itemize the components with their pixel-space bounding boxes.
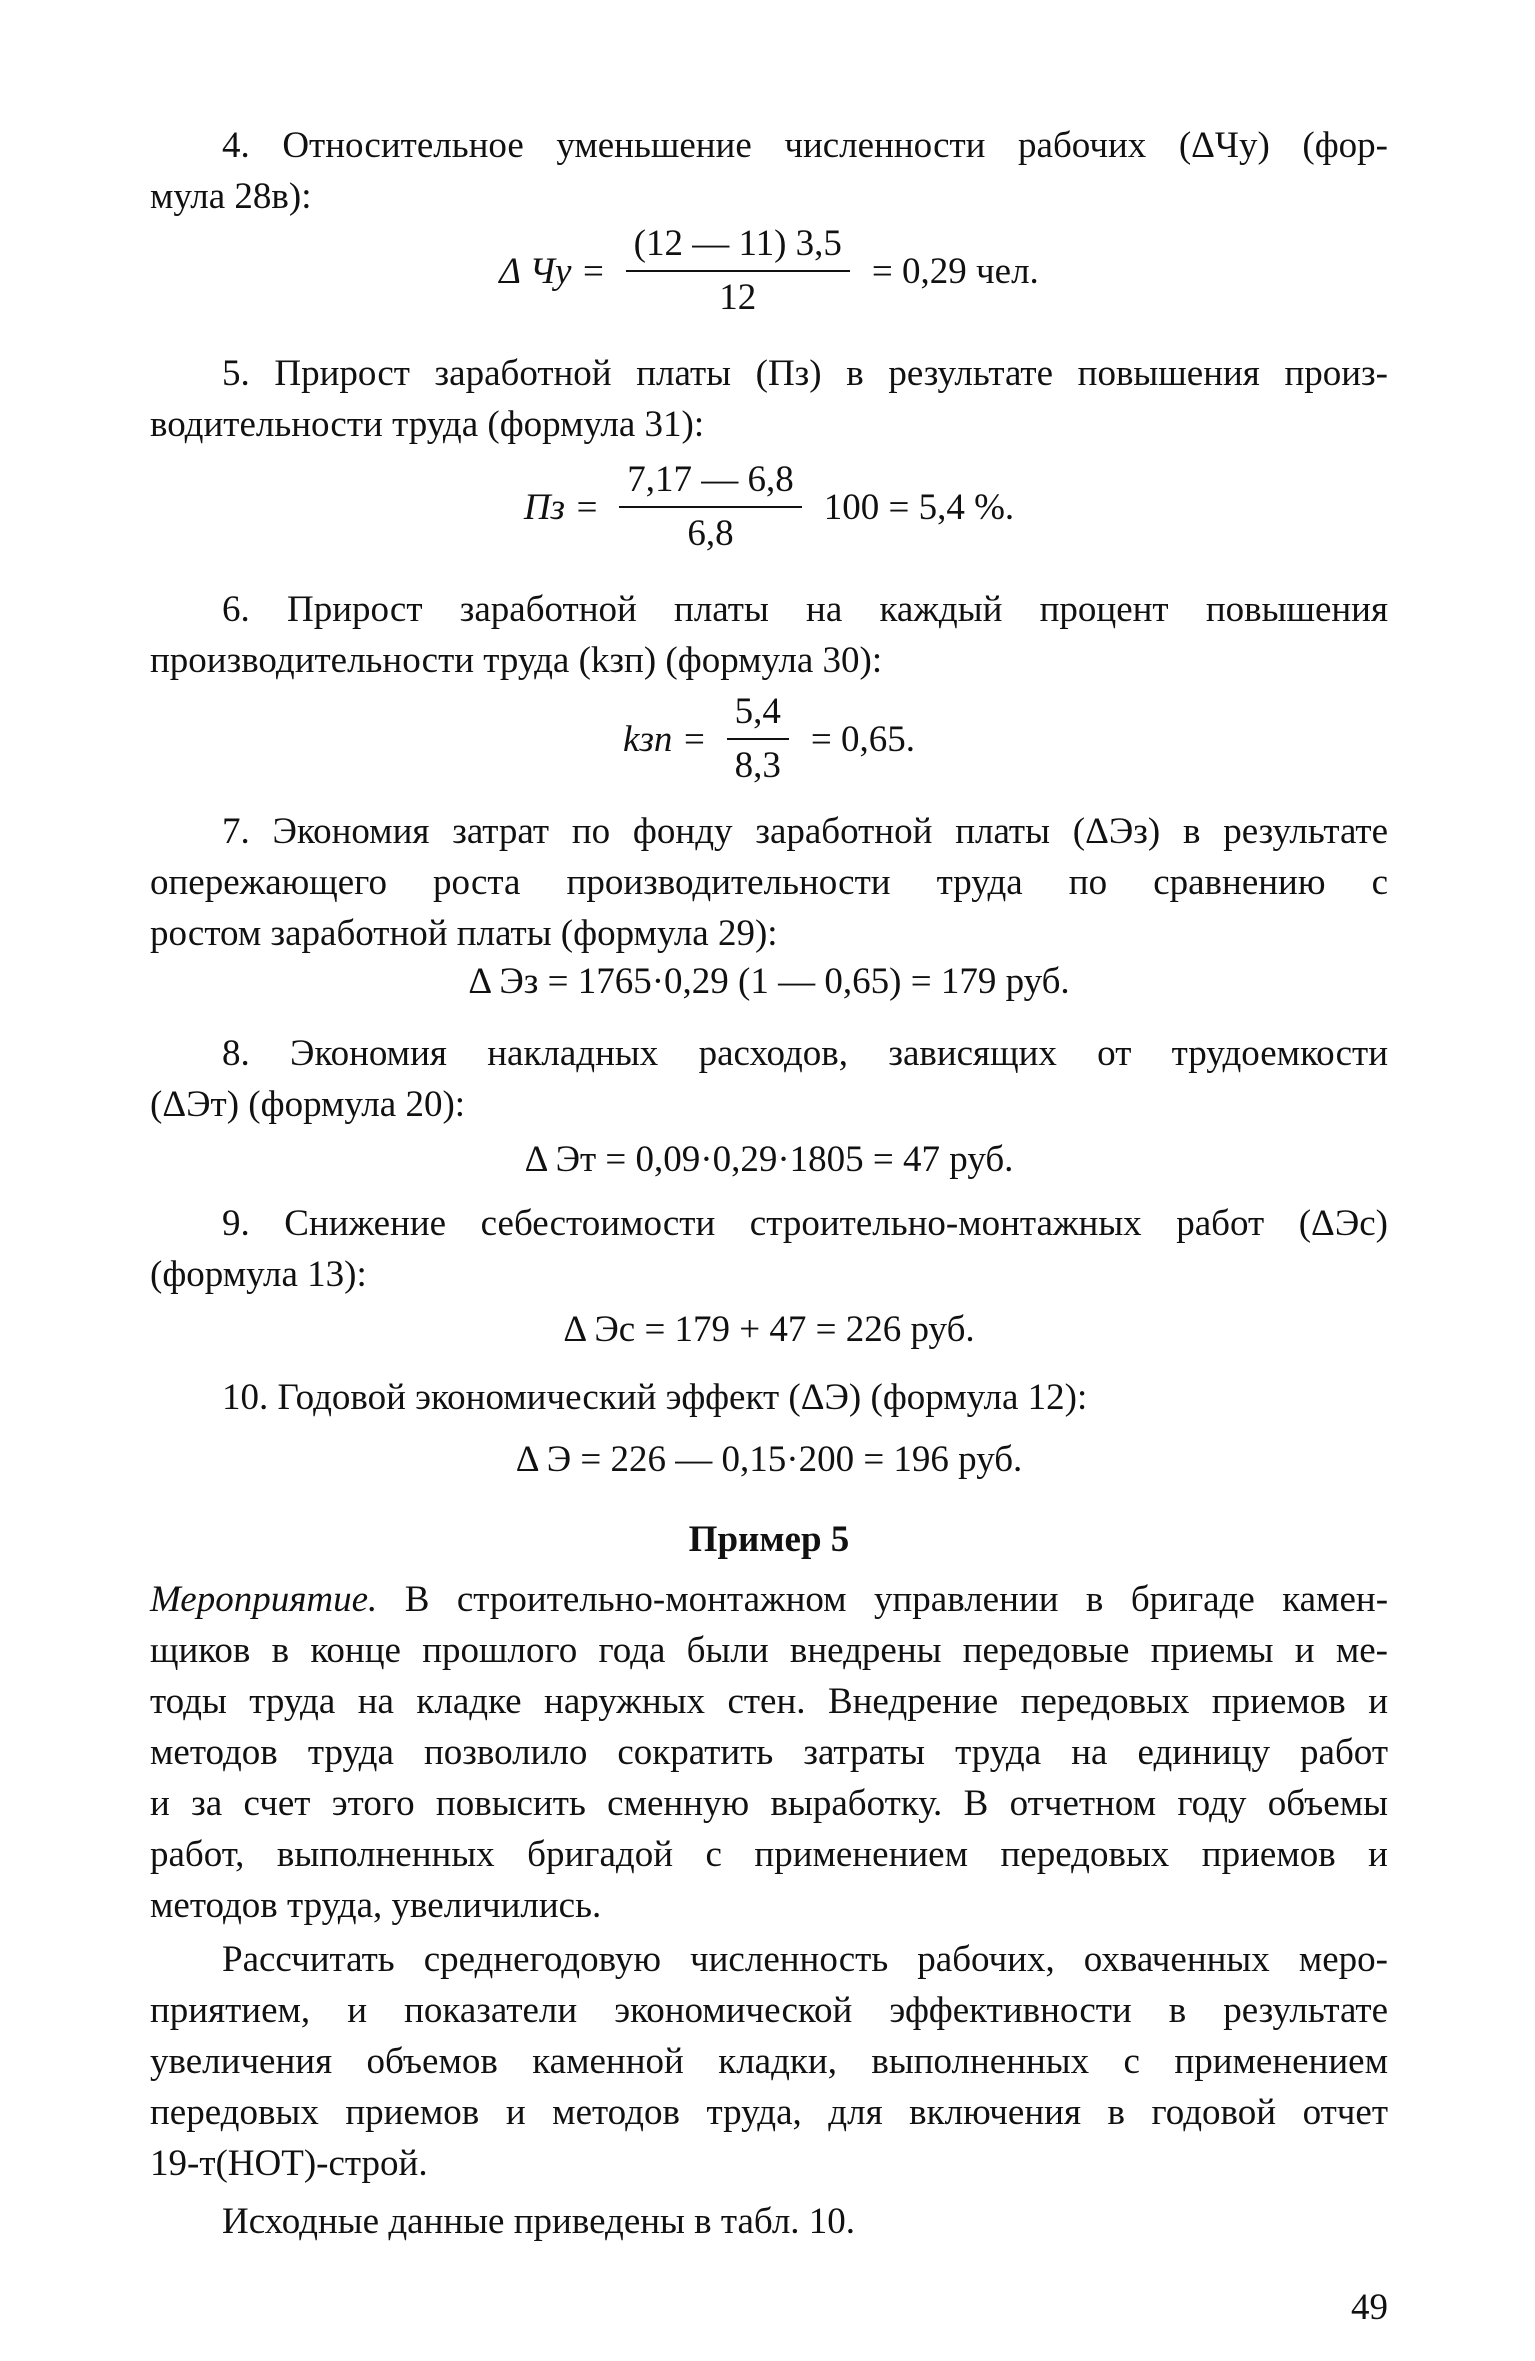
para-3-line-1: Исходные данные приведены в табл. 10. [222, 2201, 856, 2242]
formula-6-rhs: = 0,65. [810, 718, 915, 760]
para-2-line-4: передовых приемов и методов труда, для включения в годовой отчет [150, 2092, 1388, 2133]
item-10-line-1: 10. Годовой экономический эффект (ΔЭ) (формула 12): [222, 1377, 1088, 1418]
para-2-line-2: приятием, и показатели экономической эффективности в результате [150, 1990, 1388, 2031]
item-5-text [150, 348, 1388, 450]
item-5-line-1: 5. Прирост заработной платы (Пз) в результате повышения произ- [222, 353, 1388, 394]
para-1-line-5: и за счет этого повысить сменную выработку. В отчетном году объемы [150, 1783, 1388, 1824]
formula-item-4 [150, 222, 1388, 320]
formula-6-denominator: 8,3 [727, 738, 789, 788]
formula-5-numerator: 7,17 — 6,8 [627, 459, 794, 500]
formula-4-rhs: = 0,29 чел. [871, 250, 1039, 292]
item-6-line-2: производительности труда (kзп) (формула 30): [150, 640, 883, 681]
para-2-line-3: увеличения объемов каменной кладки, выполненных с применением [150, 2041, 1388, 2082]
item-9-line-2: (формула 13): [150, 1254, 367, 1295]
paragraph-measure [150, 1574, 1388, 1931]
formula-6-numerator: 5,4 [734, 691, 781, 732]
item-10-text [150, 1372, 1388, 1423]
para-1-line-7: методов труда, увеличились. [150, 1885, 602, 1926]
item-7-line-1: 7. Экономия затрат по фонду заработной платы (ΔЭз) в результате [222, 811, 1388, 852]
para-1-line-4: методов труда позволило сократить затраты труда на единицу работ [150, 1732, 1388, 1773]
para-1-line-3: тоды труда на кладке наружных стен. Внедрение передовых приемов и [150, 1681, 1388, 1722]
formula-item-5 [150, 458, 1388, 556]
formula-6-fraction [727, 690, 789, 788]
item-9-text [150, 1198, 1388, 1300]
para-1-line-1-text: В строительно-монтажном управлении в бригаде камен- [404, 1579, 1389, 1620]
formula-4-numerator: (12 — 11) 3,5 [633, 223, 842, 264]
item-8-line-2: (ΔЭт) (формула 20): [150, 1084, 466, 1125]
formula-4-denominator: 12 [626, 270, 850, 320]
formula-4-lhs: Δ Чу = [499, 250, 606, 292]
item-4-line-1: 4. Относительное уменьшение численности рабочих (ΔЧу) (фор- [222, 125, 1388, 166]
formula-item-6 [150, 690, 1388, 788]
item-4-line-2: мула 28в): [150, 176, 312, 217]
formula-5-denominator: 6,8 [619, 506, 802, 556]
item-7-line-2: опережающего роста производительности труда по сравнению с [150, 862, 1388, 903]
formula-item-7: Δ Эз = 1765·0,29 (1 — 0,65) = 179 руб. [468, 960, 1070, 1002]
item-7-line-3: ростом заработной платы (формула 29): [150, 913, 778, 954]
example-heading: Пример 5 [688, 1519, 850, 1560]
item-5-line-2: водительности труда (формула 31): [150, 404, 705, 445]
item-9-line-1: 9. Снижение себестоимости строительно-монтажных работ (ΔЭс) [222, 1203, 1388, 1244]
item-8-text [150, 1028, 1388, 1130]
para-1-lead: Мероприятие. [150, 1579, 378, 1620]
item-6-line-1: 6. Прирост заработной платы на каждый процент повышения [222, 589, 1388, 630]
paragraph-source-data [150, 2196, 1388, 2247]
para-2-line-5: 19-т(НОТ)-строй. [150, 2143, 428, 2184]
item-4-text [150, 120, 1388, 222]
item-7-text [150, 806, 1388, 959]
paragraph-task [150, 1934, 1388, 2189]
formula-6-lhs: kзп = [623, 718, 707, 760]
item-6-text [150, 584, 1388, 686]
formula-4-fraction [626, 222, 850, 320]
para-1-line-1 [150, 1574, 1388, 1625]
item-8-line-1: 8. Экономия накладных расходов, зависящих от трудоемкости [222, 1033, 1388, 1074]
formula-item-10: Δ Э = 226 — 0,15·200 = 196 руб. [515, 1438, 1023, 1480]
page-number: 49 [1351, 2287, 1388, 2328]
para-1-line-6: работ, выполненных бригадой с применением передовых приемов и [150, 1834, 1388, 1875]
formula-5-lhs: Пз = [523, 486, 600, 528]
formula-item-8: Δ Эт = 0,09·0,29·1805 = 47 руб. [524, 1138, 1014, 1180]
formula-5-rhs: 100 = 5,4 %. [823, 486, 1015, 528]
page [150, 0, 1388, 2361]
para-2-line-1: Рассчитать среднегодовую численность рабочих, охваченных меро- [222, 1939, 1388, 1980]
para-1-line-2: щиков в конце прошлого года были внедрены передовые приемы и ме- [150, 1630, 1388, 1671]
formula-5-fraction [619, 458, 802, 556]
formula-item-9: Δ Эс = 179 + 47 = 226 руб. [563, 1308, 975, 1350]
